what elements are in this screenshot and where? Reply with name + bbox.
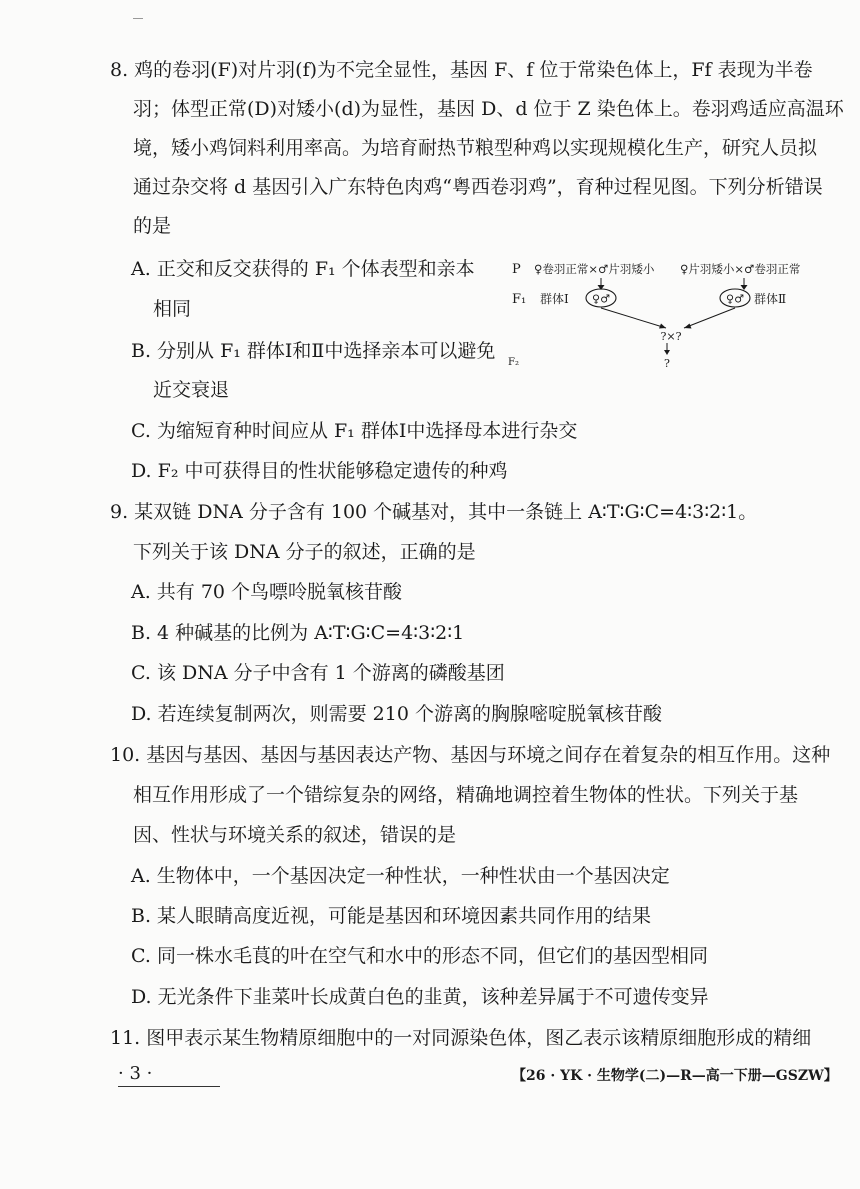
q10-option-b: B. 某人眼睛高度近视，可能是基因和环境因素共同作用的结果 — [131, 905, 652, 927]
scan-mark — [133, 18, 143, 19]
diagram-cross-left: ♀卷羽正常×♂片羽矮小 — [534, 262, 655, 276]
diagram-p-label: P — [512, 262, 521, 277]
q8-option-c: C. 为缩短育种时间应从 F₁ 群体Ⅰ中选择母本进行杂交 — [131, 420, 578, 442]
q8-stem-line-1: 8. 鸡的卷羽(F)对片羽(f)为不完全显性，基因 F、f 位于常染色体上，Ff 表现为半卷 — [110, 59, 813, 81]
q8-stem-line-5: 的是 — [133, 215, 172, 237]
q10-option-d: D. 无光条件下韭菜叶长成黄白色的韭黄，该种差异属于不可遗传变异 — [131, 986, 709, 1008]
diagram-group-1-label: 群体Ⅰ — [540, 292, 569, 306]
diagram-group-2-label: 群体Ⅱ — [754, 292, 787, 306]
breeding-diagram — [508, 254, 818, 374]
diagram-arrow-group-1 — [601, 308, 666, 328]
q9-option-c: C. 该 DNA 分子中含有 1 个游离的磷酸基团 — [131, 662, 505, 684]
diagram-arrowhead-group-2 — [684, 324, 692, 329]
diagram-f1-label: F₁ — [512, 292, 527, 307]
q8-option-a: A. 正交和反交获得的 F₁ 个体表型和亲本 — [131, 258, 475, 280]
page-number: · 3 · — [118, 1063, 153, 1084]
diagram-group-2-sex: ♀♂ — [726, 292, 744, 306]
q9-option-b: B. 4 种碱基的比例为 A∶T∶G∶C=4∶3∶2∶1 — [131, 622, 465, 644]
diagram-arrow-group-2 — [684, 308, 735, 328]
q8-option-b: B. 分别从 F₁ 群体Ⅰ和Ⅱ中选择亲本可以避免 — [131, 340, 496, 362]
q8-stem-line-2: 羽；体型正常(D)对矮小(d)为显性，基因 D、d 位于 Z 染色体上。卷羽鸡适应高温环 — [133, 98, 844, 120]
exam-code: 【26 · YK · 生物学(二)—R—高一下册—GSZW】 — [512, 1068, 838, 1084]
diagram-arrowhead-f2 — [664, 350, 670, 355]
diagram-f2-label: F₂ — [508, 357, 519, 368]
q10-stem-line-1: 10. 基因与基因、基因与基因表达产物、基因与环境之间存在着复杂的相互作用。这种 — [110, 744, 831, 766]
q10-stem-line-2: 相互作用形成了一个错综复杂的网络，精确地调控着生物体的性状。下列关于基 — [133, 784, 799, 806]
diagram-arrowhead-p-right — [741, 285, 748, 290]
q9-stem-line-1: 9. 某双链 DNA 分子含有 100 个碱基对，其中一条链上 A∶T∶G∶C=4∶3∶2∶1。 — [110, 501, 758, 523]
q9-stem-line-2: 下列关于该 DNA 分子的叙述，正确的是 — [133, 541, 476, 563]
footer-rule — [118, 1086, 220, 1087]
diagram-cross-right: ♀片羽矮小×♂卷羽正常 — [680, 262, 801, 276]
q8-stem-line-3: 境，矮小鸡饲料利用率高。为培育耐热节粮型种鸡以实现规模化生产，研究人员拟 — [133, 137, 818, 159]
q10-option-c: C. 同一株水毛茛的叶在空气和水中的形态不同，但它们的基因型相同 — [131, 945, 708, 967]
q8-option-b-cont: 近交衰退 — [153, 379, 230, 401]
diagram-f1-cross: ?×? — [660, 330, 682, 343]
q8-stem-line-4: 通过杂交将 d 基因引入广东特色肉鸡“粤西卷羽鸡”，育种过程见图。下列分析错误 — [133, 176, 823, 198]
q8-option-a-cont: 相同 — [153, 298, 192, 320]
diagram-f2-result: ? — [664, 357, 670, 370]
q10-stem-line-3: 因、性状与环境关系的叙述，错误的是 — [133, 824, 457, 846]
q10-option-a: A. 生物体中，一个基因决定一种性状，一种性状由一个基因决定 — [131, 865, 670, 887]
q9-option-a: A. 共有 70 个鸟嘌呤脱氧核苷酸 — [131, 581, 403, 603]
q11-stem-line-1: 11. 图甲表示某生物精原细胞中的一对同源染色体，图乙表示该精原细胞形成的精细 — [110, 1027, 812, 1049]
diagram-group-1-sex: ♀♂ — [592, 292, 610, 306]
q8-option-d: D. F₂ 中可获得目的性状能够稳定遗传的种鸡 — [131, 460, 508, 482]
q9-option-d: D. 若连续复制两次，则需要 210 个游离的胸腺嘧啶脱氧核苷酸 — [131, 703, 662, 725]
diagram-arrowhead-group-1 — [659, 324, 666, 329]
